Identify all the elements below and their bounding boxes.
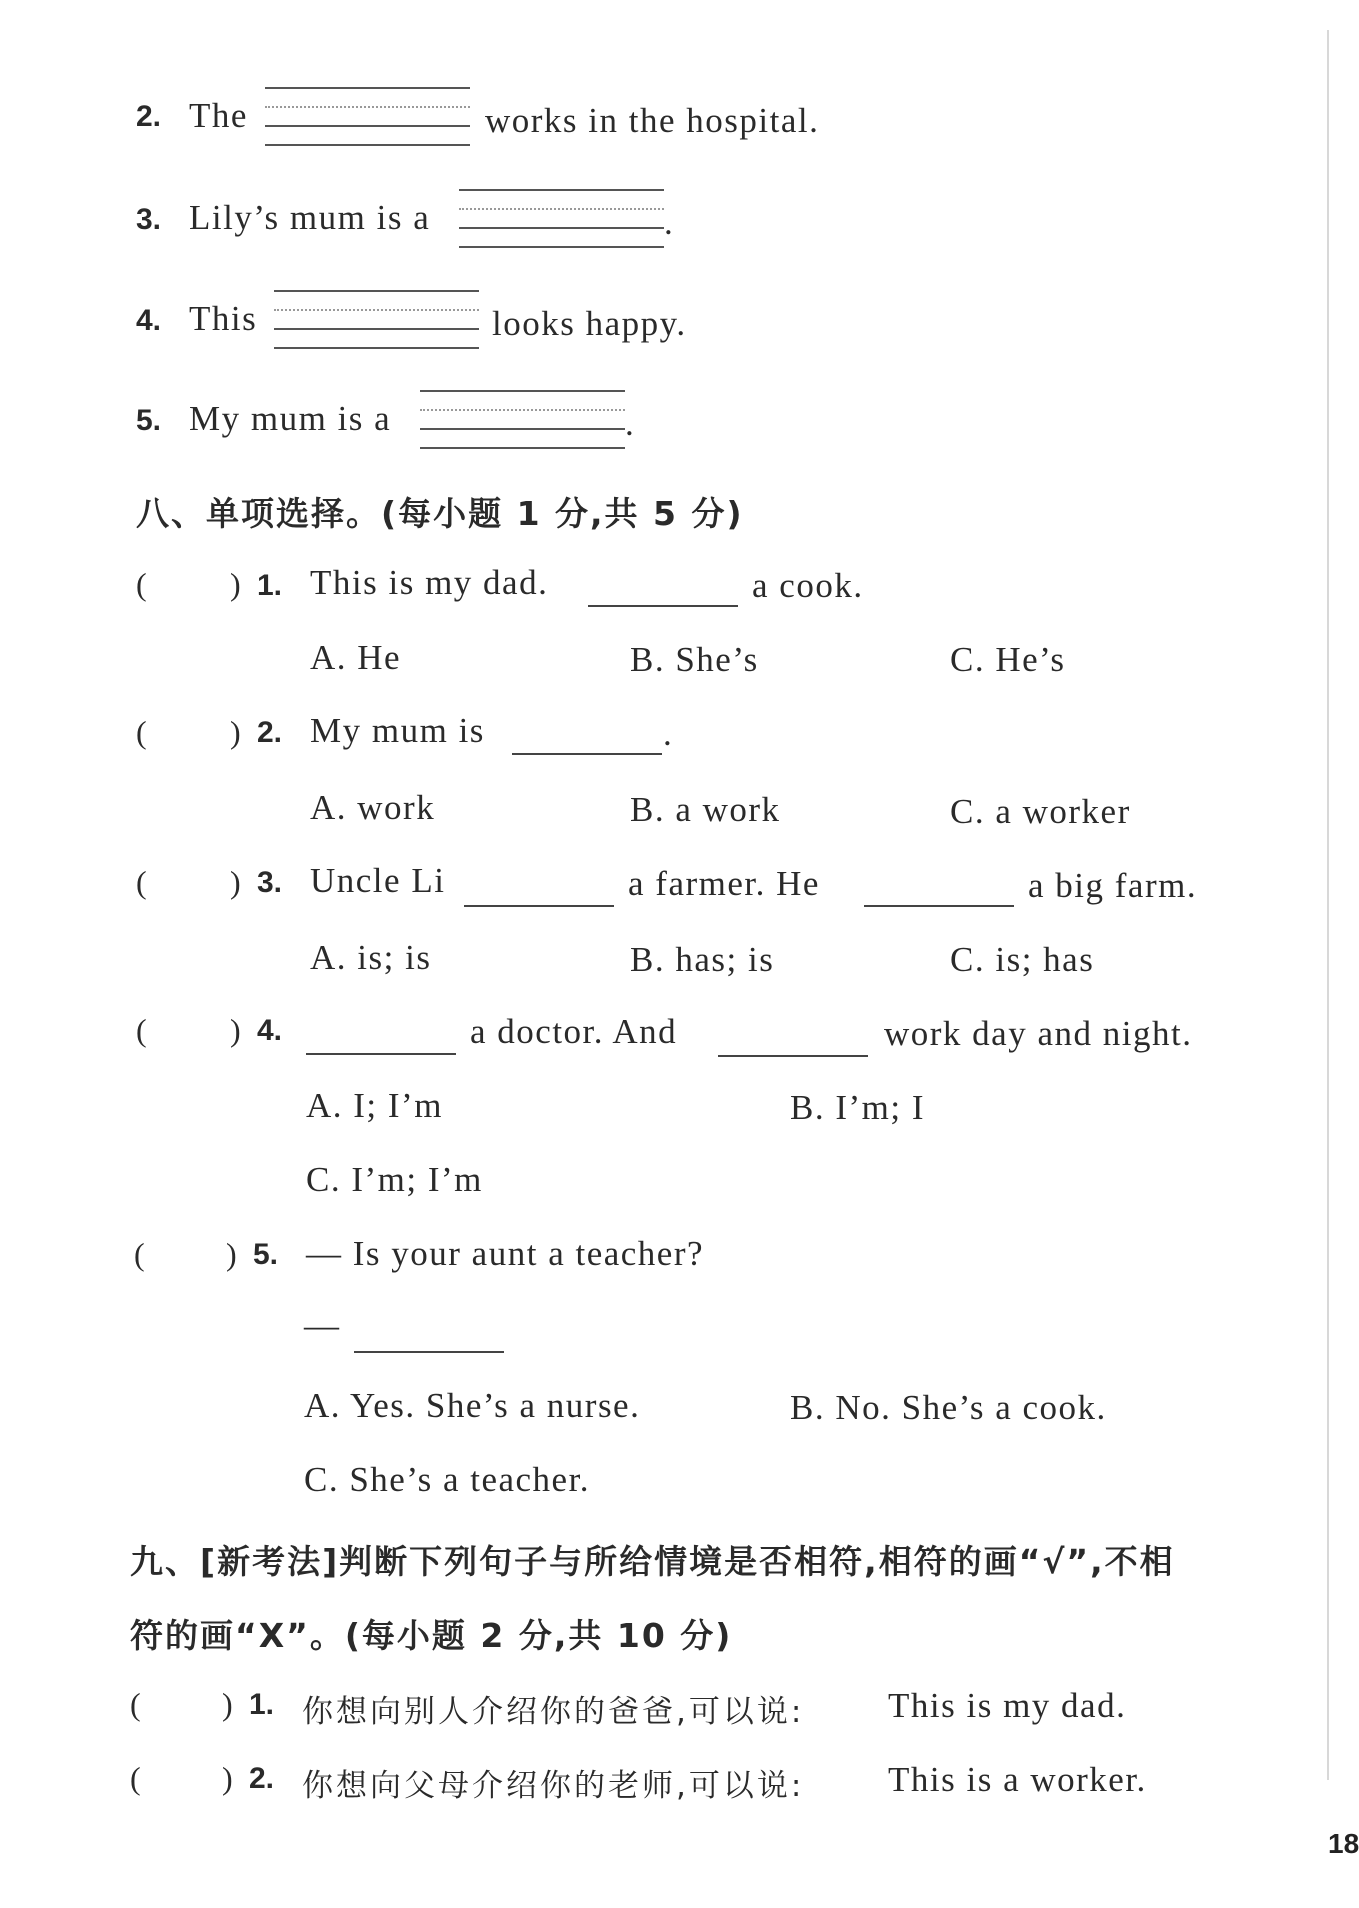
writing-grid[interactable] xyxy=(420,390,625,450)
option-b[interactable]: B. I’m; I xyxy=(790,1088,926,1127)
option-a[interactable]: A. Yes. She’s a nurse. xyxy=(304,1386,641,1425)
option-c[interactable]: C. I’m; I’m xyxy=(306,1160,483,1199)
answer-paren-open: ( xyxy=(130,1760,141,1796)
option-c[interactable]: C. He’s xyxy=(950,640,1066,679)
item-number: 2. xyxy=(136,100,162,133)
answer-paren-open: ( xyxy=(134,1236,145,1272)
answer-blank[interactable] xyxy=(512,752,662,755)
writing-grid[interactable] xyxy=(274,290,479,350)
option-a[interactable]: A. I; I’m xyxy=(306,1086,443,1125)
question-text: a farmer. He xyxy=(628,864,820,903)
item-number: 4. xyxy=(136,304,162,337)
item-text-after: works in the hospital. xyxy=(485,101,820,140)
question-text: a big farm. xyxy=(1028,866,1198,905)
section-heading-continued: 符的画“X”。(每小题 2 分,共 10 分) xyxy=(130,1616,733,1655)
answer-paren-close: ) xyxy=(230,566,241,602)
question-number: 4. xyxy=(257,1014,283,1047)
answer-blank[interactable] xyxy=(864,904,1014,907)
question-number: 3. xyxy=(257,866,283,899)
question-text: a cook. xyxy=(752,566,864,605)
answer-box[interactable] xyxy=(160,1012,226,1052)
answer-box[interactable] xyxy=(154,1686,220,1726)
question-sentence: This is a worker. xyxy=(888,1760,1147,1799)
question-text: This is my dad. xyxy=(310,563,549,602)
question-text: a doctor. And xyxy=(470,1012,678,1051)
question-sentence: This is my dad. xyxy=(888,1686,1127,1725)
answer-paren-close: ) xyxy=(230,864,241,900)
answer-paren-close: ) xyxy=(230,714,241,750)
answer-paren-close: ) xyxy=(226,1236,237,1272)
item-text-before: This xyxy=(189,299,258,338)
question-text: — Is your aunt a teacher? xyxy=(306,1234,705,1273)
question-number: 2. xyxy=(249,1762,275,1795)
option-b[interactable]: B. a work xyxy=(630,790,781,829)
answer-blank[interactable] xyxy=(588,604,738,607)
answer-box[interactable] xyxy=(154,1760,220,1800)
option-c[interactable]: C. is; has xyxy=(950,940,1095,979)
answer-paren-open: ( xyxy=(136,1012,147,1048)
option-c[interactable]: C. a worker xyxy=(950,792,1131,831)
answer-paren-open: ( xyxy=(130,1686,141,1722)
item-text-after: . xyxy=(625,404,636,443)
question-number: 5. xyxy=(253,1238,279,1271)
question-number: 2. xyxy=(257,716,283,749)
question-number: 1. xyxy=(249,1688,275,1721)
item-number: 3. xyxy=(136,203,162,236)
item-text-before: The xyxy=(189,96,248,135)
page-number: 18 xyxy=(1328,1828,1359,1859)
writing-grid[interactable] xyxy=(459,189,664,249)
option-a[interactable]: A. work xyxy=(310,788,436,827)
answer-paren-close: ) xyxy=(222,1686,233,1722)
question-number: 1. xyxy=(257,569,283,602)
answer-paren-open: ( xyxy=(136,714,147,750)
option-a[interactable]: A. He xyxy=(310,638,402,677)
answer-box[interactable] xyxy=(160,714,226,754)
item-text-before: My mum is a xyxy=(189,399,392,438)
answer-blank[interactable] xyxy=(464,904,614,907)
option-a[interactable]: A. is; is xyxy=(310,938,432,977)
question-text: . xyxy=(663,714,674,753)
section-heading: 九、[新考法]判断下列句子与所给情境是否相符,相符的画“√”,不相 xyxy=(130,1542,1175,1581)
answer-blank[interactable] xyxy=(354,1350,504,1353)
option-b[interactable]: B. has; is xyxy=(630,940,775,979)
answer-paren-close: ) xyxy=(222,1760,233,1796)
question-text: work day and night. xyxy=(884,1014,1193,1053)
answer-box[interactable] xyxy=(160,566,226,606)
answer-paren-open: ( xyxy=(136,864,147,900)
question-situation: 你想向别人介绍你的爸爸,可以说: xyxy=(302,1694,805,1730)
writing-grid[interactable] xyxy=(265,87,470,147)
answer-paren-close: ) xyxy=(230,1012,241,1048)
item-number: 5. xyxy=(136,404,162,437)
section-heading: 八、单项选择。(每小题 1 分,共 5 分) xyxy=(136,494,744,533)
item-text-after: looks happy. xyxy=(492,304,687,343)
question-text: My mum is xyxy=(310,711,485,750)
option-b[interactable]: B. She’s xyxy=(630,640,759,679)
option-b[interactable]: B. No. She’s a cook. xyxy=(790,1388,1107,1427)
answer-blank[interactable] xyxy=(718,1054,868,1057)
question-text: Uncle Li xyxy=(310,861,446,900)
answer-box[interactable] xyxy=(158,1236,224,1276)
dialogue-dash: — xyxy=(304,1306,341,1345)
margin-rule xyxy=(1327,30,1329,1780)
item-text-before: Lily’s mum is a xyxy=(189,198,431,237)
answer-paren-open: ( xyxy=(136,566,147,602)
answer-blank[interactable] xyxy=(306,1052,456,1055)
item-text-after: . xyxy=(664,203,675,242)
option-c[interactable]: C. She’s a teacher. xyxy=(304,1460,591,1499)
answer-box[interactable] xyxy=(160,864,226,904)
question-situation: 你想向父母介绍你的老师,可以说: xyxy=(302,1768,805,1804)
